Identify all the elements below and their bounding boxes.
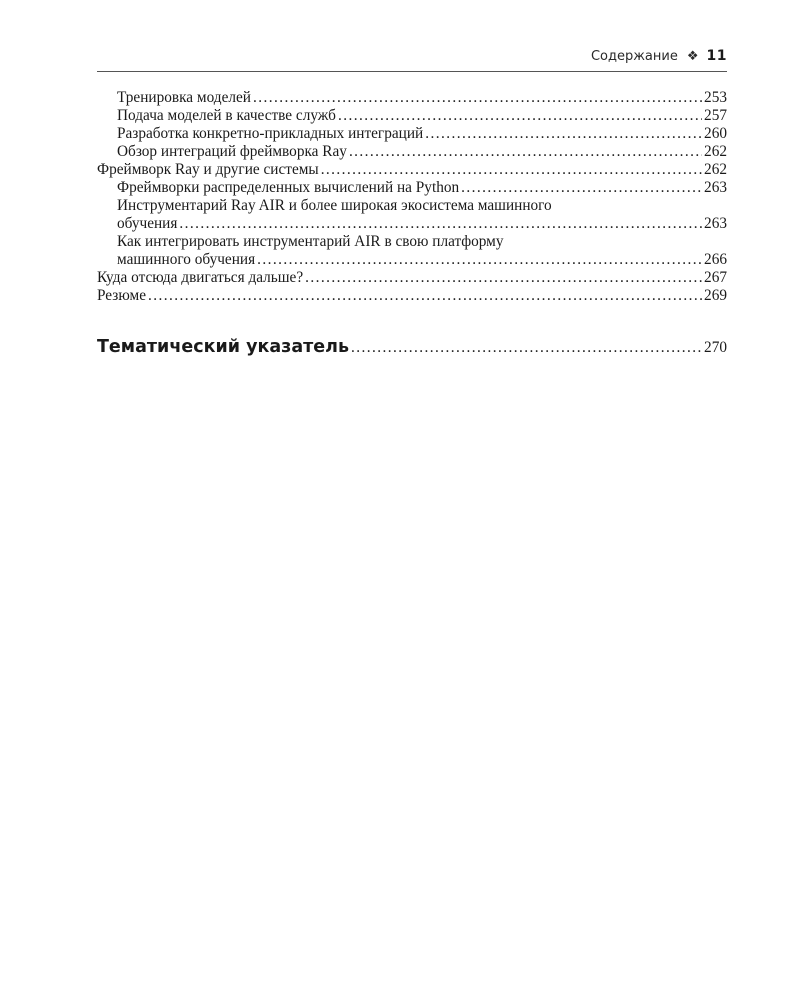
dot-leader <box>253 89 702 107</box>
toc-entry-page: 269 <box>704 287 727 304</box>
toc-entry-title-line1: Инструментарий Ray AIR и более широкая экосистема машинного <box>117 197 552 214</box>
header-rule <box>97 71 727 72</box>
toc-entry[interactable] <box>97 287 727 305</box>
toc-entry-title: обучения <box>117 215 178 232</box>
toc-entry-page: 267 <box>704 269 727 286</box>
section-gap <box>97 305 727 336</box>
running-header-title: Содержание <box>590 49 678 64</box>
running-header <box>97 48 727 68</box>
toc-entry[interactable] <box>97 125 727 143</box>
toc-entry[interactable] <box>97 107 727 125</box>
toc-entry-title: Резюме <box>97 287 147 304</box>
toc-entry-title: Фреймворк Ray и другие системы <box>97 161 319 178</box>
dot-leader <box>461 179 702 197</box>
toc-chapter-title: Тематический указатель <box>97 337 350 357</box>
toc-entry-title: Фреймворки распределенных вычислений на Python <box>117 179 460 196</box>
toc-entry[interactable] <box>97 161 727 179</box>
toc-entry[interactable] <box>97 143 727 161</box>
toc-entry[interactable] <box>97 179 727 197</box>
dot-leader <box>425 125 702 143</box>
toc-entry-page: 266 <box>704 251 727 268</box>
toc-entry-title: Обзор интеграций фреймворка Ray <box>117 143 347 160</box>
toc-entry-page: 262 <box>704 143 727 160</box>
toc-entry[interactable] <box>97 269 727 287</box>
dot-leader <box>257 251 702 269</box>
toc-entry[interactable] <box>97 89 727 107</box>
toc-entry-page: 262 <box>704 161 727 178</box>
toc-entry-title: машинного обучения <box>117 251 256 268</box>
toc-entry[interactable] <box>97 233 727 269</box>
dot-leader <box>349 143 702 161</box>
toc-entry-page: 253 <box>704 89 727 106</box>
toc-entry-page: 263 <box>704 179 727 196</box>
ornament-icon: ❖ <box>686 49 699 64</box>
toc-entry-title: Куда отсюда двигаться дальше? <box>97 269 304 286</box>
dot-leader <box>148 287 702 305</box>
toc-entry-page: 260 <box>704 125 727 142</box>
toc-chapter-page: 270 <box>704 339 727 356</box>
dot-leader <box>179 215 702 233</box>
dot-leader <box>305 269 702 287</box>
toc-entry-page: 263 <box>704 215 727 232</box>
dot-leader <box>338 107 702 125</box>
dot-leader <box>351 337 702 359</box>
toc-entry-page: 257 <box>704 107 727 124</box>
toc-entry-title-line1: Как интегрировать инструментарий AIR в свою платформу <box>117 233 504 250</box>
dot-leader <box>321 161 702 179</box>
toc-entry-title: Тренировка моделей <box>117 89 251 106</box>
toc-entry-title: Разработка конкретно-прикладных интеграций <box>117 125 424 142</box>
toc-entry-title: Подача моделей в качестве служб <box>117 107 336 124</box>
page-number: 11 <box>706 48 727 64</box>
toc-chapter-entry[interactable] <box>97 336 727 359</box>
toc-entry[interactable] <box>97 197 727 233</box>
table-of-contents <box>97 89 727 359</box>
